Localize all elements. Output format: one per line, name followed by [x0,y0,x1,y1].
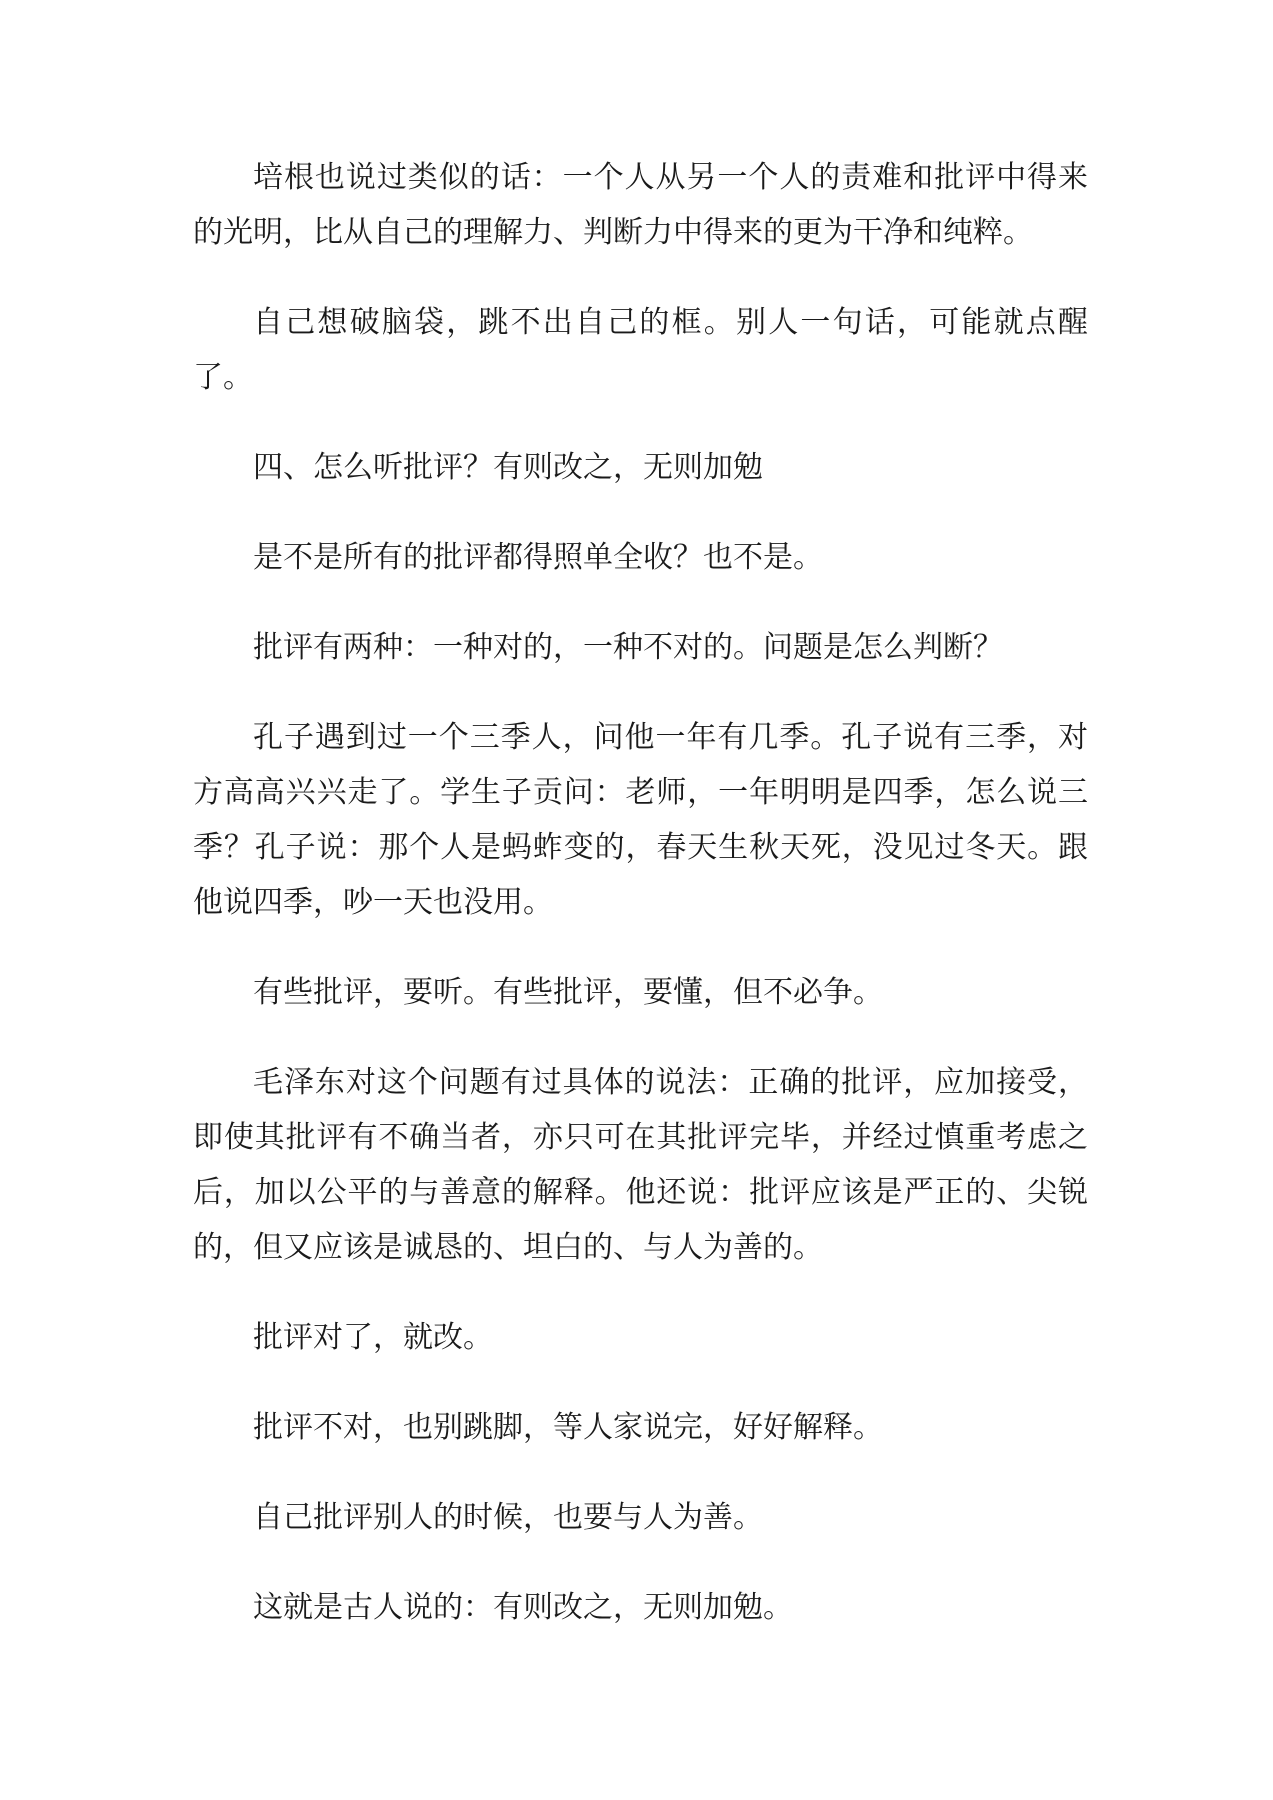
paragraph-self-frame: 自己想破脑袋，跳不出自己的框。别人一句话，可能就点醒了。 [193,305,1088,395]
section-heading-how-to-listen: 四、怎么听批评？有则改之，无则加勉 [253,450,763,485]
paragraph-correct-then-change: 批评对了，就改。 [253,1320,493,1355]
paragraph-two-kinds: 批评有两种：一种对的，一种不对的。问题是怎么判断？ [253,630,1003,665]
paragraph-listen-understand: 有些批评，要听。有些批评，要懂，但不必争。 [253,975,883,1010]
paragraph-confucius-story: 孔子遇到过一个三季人，问他一年有几季。孔子说有三季，对方高高兴兴走了。学生子贡问：老师，一年明明是四季，怎么说三季？孔子说：那个人是蚂蚱变的，春天生秋天死，没见过冬天。跟他说四季，吵一天也没用。 [193,720,1088,920]
paragraph-conclusion: 这就是古人说的：有则改之，无则加勉。 [253,1590,793,1625]
paragraph-bacon-quote: 培根也说过类似的话：一个人从另一个人的责难和批评中得来的光明，比从自己的理解力、判断力中得来的更为干净和纯粹。 [193,160,1088,250]
paragraph-wrong-then-explain: 批评不对，也别跳脚，等人家说完，好好解释。 [253,1410,883,1445]
paragraph-be-kind: 自己批评别人的时候，也要与人为善。 [253,1500,763,1535]
paragraph-mao-quote: 毛泽东对这个问题有过具体的说法：正确的批评，应加接受，即使其批评有不确当者，亦只可在其批评完毕，并经过慎重考虑之后，加以公平的与善意的解释。他还说：批评应该是严正的、尖锐的，但又应该是诚恳的、坦白的、与人为善的。 [193,1065,1088,1265]
paragraph-accept-all: 是不是所有的批评都得照单全收？也不是。 [253,540,823,575]
document-body [193,150,1088,1670]
